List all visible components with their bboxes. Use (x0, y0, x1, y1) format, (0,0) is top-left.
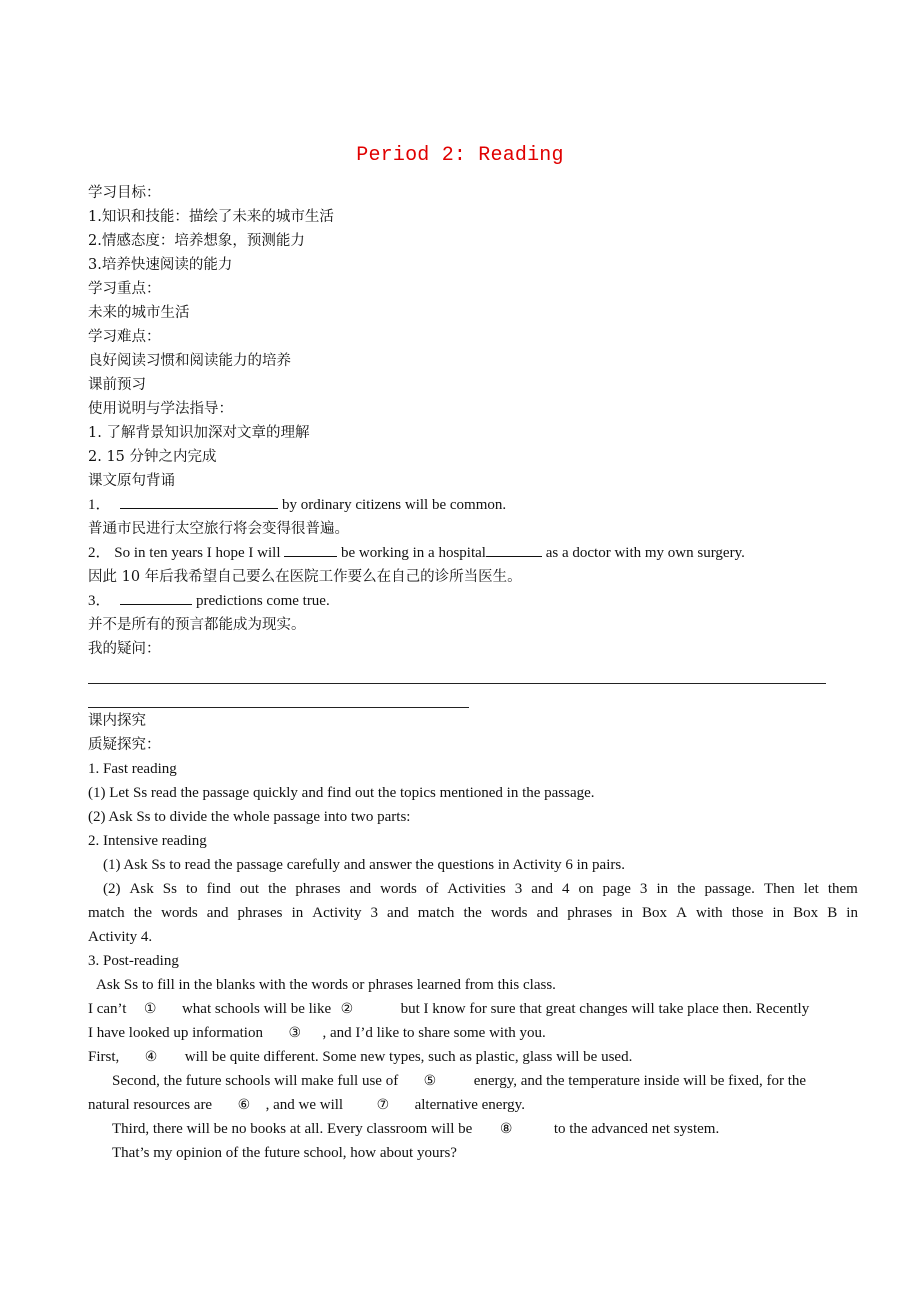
word: the (463, 905, 482, 921)
cloze-line: Third, there will be no books at all. Every classroom will be ⑧ to the advanced net system. (88, 1117, 858, 1141)
word: and (531, 881, 553, 897)
word: those (731, 905, 764, 921)
word: and (349, 881, 372, 897)
fill-blank[interactable] (120, 495, 278, 509)
questions-answer-area[interactable] (88, 661, 858, 685)
post-reading-instruction: Ask Ss to fill in the blanks with the words or phrases learned from this class. (96, 977, 556, 993)
word: the (133, 905, 153, 921)
word: in (621, 905, 633, 921)
fill-blank[interactable] (284, 543, 337, 557)
word: in (772, 905, 785, 921)
word: 4 (561, 881, 570, 897)
word: Ask (129, 881, 154, 897)
word: and (536, 905, 559, 921)
word: let (803, 881, 819, 897)
answer-line[interactable] (88, 707, 469, 708)
recite-sentence-3: 3． predictions come true. (88, 593, 330, 609)
recite-sentence-2: 2． So in ten years I hope I will be working in a hospital as a doctor with my own surgery. (88, 545, 745, 561)
questions-answer-area[interactable] (88, 685, 858, 709)
fill-blank[interactable] (120, 591, 192, 605)
word: B (827, 905, 838, 921)
word: page (602, 881, 631, 897)
word: 3 (639, 881, 648, 897)
guide-item: 2. 15 分钟之内完成 (88, 449, 217, 465)
cloze-line: First, ④ will be quite different. Some new types, such as plastic, glass will be used. (88, 1045, 858, 1069)
page-title: Period 2: Reading (356, 144, 564, 167)
difficulty-heading: 学习难点： (88, 329, 161, 345)
word: and (387, 905, 409, 921)
word: passage. (704, 881, 755, 897)
intensive-reading-item-end: Activity 4. (88, 929, 153, 945)
post-reading-title: 3. Post-reading (88, 953, 179, 969)
word: 3 (514, 881, 523, 897)
word: Activities (447, 881, 506, 897)
intensive-reading-item (88, 877, 858, 901)
blank-marker-4[interactable]: ④ (144, 1049, 158, 1065)
guide-item: 1. 了解背景知识加深对文章的理解 (88, 425, 310, 441)
blank-marker-1[interactable]: ① (143, 1001, 157, 1017)
document-body (88, 181, 858, 1165)
word: in (291, 905, 304, 921)
cloze-line: I have looked up information ③ , and I’d like to share some with you. (88, 1021, 858, 1045)
word: on (578, 881, 594, 897)
word: words (380, 881, 417, 897)
word: match (417, 905, 455, 921)
word: to (185, 881, 198, 897)
fill-blank[interactable] (486, 543, 542, 557)
objective-item: 1.知识和技能：描绘了未来的城市生活 (88, 209, 334, 225)
word: Activity (312, 905, 362, 921)
intensive-reading-item-cont (88, 901, 858, 925)
recite-translation-2: 因此 10 年后我希望自己要么在医院工作要么在自己的诊所当医生。 (88, 569, 522, 585)
word: phrases (237, 905, 283, 921)
preview-heading: 课前预习 (88, 377, 146, 393)
guide-heading: 使用说明与学法指导： (88, 401, 233, 417)
blank-marker-8[interactable]: ⑧ (499, 1121, 513, 1137)
focus-heading: 学习重点： (88, 281, 161, 297)
word: A (676, 905, 687, 921)
questions-label: 我的疑问： (88, 641, 161, 657)
blank-marker-7[interactable]: ⑦ (376, 1097, 390, 1113)
word: of (425, 881, 439, 897)
word: (2) (103, 881, 121, 897)
word: find (206, 881, 231, 897)
word: Then (763, 881, 795, 897)
word: with (696, 905, 723, 921)
recite-translation-1: 普通市民进行太空旅行将会变得很普遍。 (88, 521, 349, 537)
word: in (656, 881, 669, 897)
fast-reading-item: (2) Ask Ss to divide the whole passage into two parts: (88, 809, 411, 825)
inclass-subheading: 质疑探究： (88, 737, 161, 753)
fast-reading-item: (1) Let Ss read the passage quickly and find out the topics mentioned in the passage. (88, 785, 595, 801)
answer-line[interactable] (88, 683, 826, 684)
closing-line: That’s my opinion of the future school, how about yours? (112, 1145, 457, 1161)
word: in (846, 905, 858, 921)
word: Box (642, 905, 668, 921)
fast-reading-title: 1. Fast reading (88, 761, 177, 777)
objective-item: 2.情感态度：培养想象，预测能力 (88, 233, 305, 249)
word: words (161, 905, 198, 921)
blank-marker-5[interactable]: ⑤ (423, 1073, 437, 1089)
word: phrases (295, 881, 341, 897)
word: Box (793, 905, 819, 921)
focus-text: 未来的城市生活 (88, 305, 190, 321)
word: and (206, 905, 229, 921)
difficulty-text: 良好阅读习惯和阅读能力的培养 (88, 353, 291, 369)
word: the (268, 881, 287, 897)
word: the (677, 881, 696, 897)
intensive-reading-title: 2. Intensive reading (88, 833, 207, 849)
word: Ss (162, 881, 177, 897)
word: out (239, 881, 260, 897)
word: phrases (567, 905, 613, 921)
blank-marker-3[interactable]: ③ (288, 1025, 301, 1041)
inclass-heading: 课内探究 (88, 713, 146, 729)
recite-sentence-1: 1． by ordinary citizens will be common. (88, 497, 507, 513)
objective-item: 3.培养快速阅读的能力 (88, 257, 233, 273)
blank-marker-6[interactable]: ⑥ (237, 1097, 251, 1113)
word: match (88, 905, 125, 921)
recite-translation-3: 并不是所有的预言都能成为现实。 (88, 617, 306, 633)
objectives-heading: 学习目标： (88, 185, 161, 201)
blank-marker-2[interactable]: ② (340, 1001, 354, 1017)
word: words (490, 905, 528, 921)
intensive-reading-item: (1) Ask Ss to read the passage carefully and answer the questions in Activity 6 in pairs. (103, 857, 625, 873)
cloze-line: I can’t ① what schools will be like ② but I know for sure that great changes will take place then. Recently (88, 997, 858, 1021)
recite-heading: 课文原句背诵 (88, 473, 175, 489)
cloze-line: Second, the future schools will make full use of ⑤ energy, and the temperature inside will be fixed, for the (88, 1069, 858, 1093)
cloze-line: natural resources are ⑥ , and we will ⑦ alternative energy. (88, 1093, 858, 1117)
word: them (827, 881, 858, 897)
word: 3 (370, 905, 378, 921)
